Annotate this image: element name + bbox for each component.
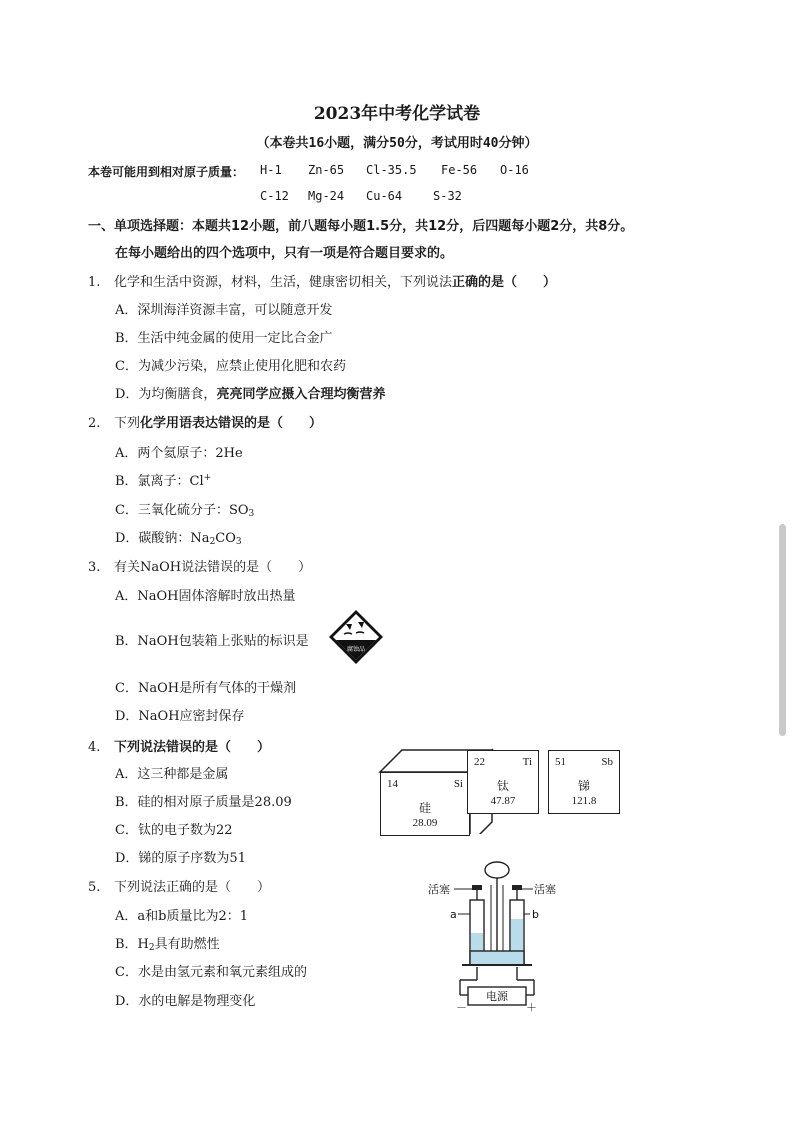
q2-option-c[interactable]	[115, 499, 254, 519]
atomic-mass-label: 本卷可能用到相对原子质量：	[88, 165, 245, 179]
atomic-mass-fe: Fe-56	[441, 163, 478, 177]
option-text: C．三氧化硫分子：SO	[115, 503, 249, 518]
q3-option-d[interactable]: D．NaOH应密封保存	[115, 709, 245, 724]
q4-option-a[interactable]: A．这三种都是金属	[115, 767, 229, 782]
stem-emphasis: 正确的是（ ）	[452, 275, 557, 290]
q1-option-c[interactable]: C．为减少污染，应禁止使用化肥和农药	[115, 359, 346, 374]
question-number: 1.	[88, 275, 101, 290]
q2-option-d[interactable]	[115, 527, 242, 547]
subscript: 3	[235, 537, 242, 547]
q4-option-d[interactable]: D．锑的原子序数为51	[115, 851, 246, 866]
subscript: 3	[248, 509, 255, 519]
scrollbar-thumb[interactable]	[779, 524, 786, 736]
power-supply-label: 电源	[486, 990, 508, 1003]
q1-option-d[interactable]	[115, 383, 385, 402]
stem-text: 下列	[114, 416, 141, 431]
option-emphasis: 亮亮同学应摄入合理均衡营养	[216, 387, 386, 402]
stem-text: 下列说法正确的是（ ）	[114, 880, 271, 895]
question-5-stem	[88, 876, 270, 895]
option-text: D．为均衡膳食，	[115, 387, 217, 402]
atomic-number: 14	[387, 778, 398, 790]
q3-option-b[interactable]: B．NaOH包装箱上张贴的标识是	[115, 634, 309, 649]
atomic-mass-o: O-16	[500, 163, 529, 177]
positive-terminal: ＋	[526, 1001, 537, 1014]
element-symbol: Si	[453, 778, 463, 790]
option-text: CO	[215, 531, 236, 546]
atomic-mass: 121.8	[571, 795, 597, 807]
stem-text: 有关NaOH说法错误的是（ ）	[114, 560, 312, 575]
stem-emphasis: 下列说法错误的是（ ）	[114, 740, 271, 755]
q2-option-b[interactable]	[115, 470, 211, 489]
subscript: 2	[148, 943, 155, 953]
electrolysis-apparatus-diagram	[420, 855, 600, 1015]
question-number: 4.	[88, 740, 101, 755]
left-valve-label: 活塞	[428, 883, 450, 896]
question-1-stem	[88, 271, 556, 290]
q5-option-d[interactable]: D．水的电解是物理变化	[115, 994, 256, 1009]
atomic-mass: 28.09	[412, 817, 438, 829]
hazard-label: 腐蚀品	[346, 646, 366, 653]
q1-option-a[interactable]: A．深圳海洋资源丰富，可以随意开发	[115, 303, 333, 318]
atomic-mass: 47.87	[490, 795, 516, 807]
q5-option-a[interactable]: A．a和b质量比为2：1	[115, 909, 249, 924]
atomic-number: 51	[555, 756, 566, 768]
question-number: 5.	[88, 880, 101, 895]
q4-option-c[interactable]: C．钛的电子数为22	[115, 823, 233, 838]
question-number: 3.	[88, 560, 101, 575]
right-valve-label: 活塞	[534, 883, 556, 896]
option-text: 具有助燃性	[154, 937, 220, 952]
element-name: 硅	[418, 801, 431, 815]
q5-option-b[interactable]	[115, 933, 220, 953]
q5-option-c[interactable]: C．水是由氢元素和氧元素组成的	[115, 965, 307, 980]
q2-option-a[interactable]: A．两个氦原子：2He	[115, 446, 243, 461]
charge-superscript: +	[203, 473, 212, 483]
question-4-stem	[88, 736, 270, 755]
atomic-mass-mg: Mg-24	[308, 189, 345, 203]
atomic-mass-h: H-1	[260, 163, 282, 177]
negative-terminal: －	[456, 1001, 467, 1014]
atomic-mass-c: C-12	[260, 189, 289, 203]
element-card-antimony	[548, 750, 620, 814]
atomic-number: 22	[474, 756, 485, 768]
q3-option-a[interactable]: A．NaOH固体溶解时放出热量	[115, 589, 296, 604]
element-card-titanium	[467, 750, 539, 814]
stem-text: 化学和生活中资源，材料，生活，健康密切相关，下列说法	[114, 275, 453, 290]
element-symbol: Sb	[601, 756, 613, 768]
atomic-mass-zn: Zn-65	[308, 163, 345, 177]
element-symbol: Ti	[522, 756, 532, 768]
section-note: 在每小题给出的四个选项中，只有一项是符合题目要求的。	[115, 246, 454, 261]
tube-b-label: b	[532, 908, 539, 921]
q4-option-b[interactable]: B．硅的相对原子质量是28.09	[115, 795, 292, 810]
section-heading: 一、单项选择题：本题共12小题，前八题每小题1.5分，共12分，后四题每小题2分，共8分。	[88, 219, 634, 234]
corrosive-hazard-icon	[328, 609, 384, 665]
question-3-stem	[88, 556, 311, 575]
element-name: 钛	[496, 779, 509, 793]
element-name: 锑	[577, 779, 590, 793]
q3-option-c[interactable]: C．NaOH是所有气体的干燥剂	[115, 681, 297, 696]
tube-a-label: a	[450, 908, 457, 921]
atomic-mass-s: S-32	[433, 189, 462, 203]
q1-option-b[interactable]: B．生活中纯金属的使用一定比合金广	[115, 331, 333, 346]
atomic-mass-cl: Cl-35.5	[366, 163, 417, 177]
question-2-stem	[88, 412, 322, 431]
option-text: D．碳酸钠：Na	[115, 531, 210, 546]
option-text: B．氯离子：Cl	[115, 474, 204, 489]
element-card-silicon	[380, 772, 470, 836]
atomic-mass-cu: Cu-64	[366, 189, 403, 203]
stem-emphasis: 化学用语表达错误的是（ ）	[140, 416, 323, 431]
subscript: 2	[209, 537, 216, 547]
option-text: B．H	[115, 937, 149, 952]
page-title: 2023年中考化学试卷	[313, 104, 481, 124]
page-subtitle: （本卷共16小题，满分50分，考试用时40分钟）	[256, 136, 538, 151]
question-number: 2.	[88, 416, 101, 431]
